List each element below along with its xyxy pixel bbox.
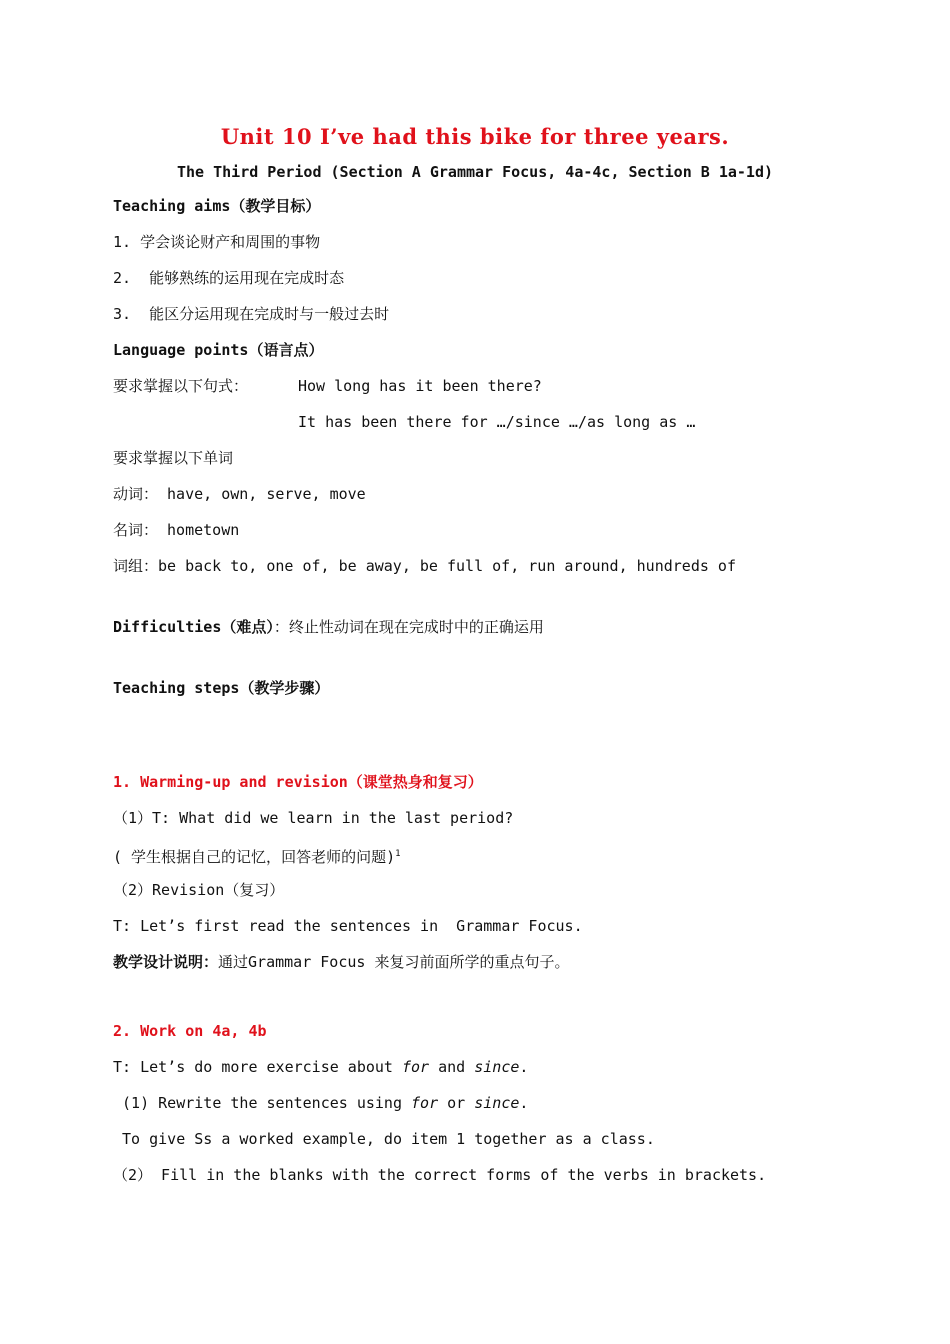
sentence-2: It has been there for …/since …/as long as … xyxy=(298,413,696,431)
step2-item1-end: . xyxy=(519,1094,529,1112)
phrases-line: 词组：be back to, one of, be away, be full of, run around, hundreds of xyxy=(113,557,736,575)
step2-item1-or: or xyxy=(438,1094,475,1112)
step1-revision-text: T: Let’s first read the sentences in Grammar Focus. xyxy=(113,917,583,935)
aim-item-3: 3. 能区分运用现在完成时与一般过去时 xyxy=(113,305,390,323)
step2-intro-end: . xyxy=(519,1058,529,1076)
difficulties-text: ：终止性动词在现在完成时中的正确运用 xyxy=(273,618,544,636)
step2-example: To give Ss a worked example, do item 1 together as a class. xyxy=(113,1130,655,1148)
step2-intro xyxy=(113,1057,528,1077)
words-label: 要求掌握以下单词 xyxy=(113,449,234,467)
step2-intro-since: since xyxy=(474,1058,520,1076)
design-note-text: 通过Grammar Focus 来复习前面所学的重点句子。 xyxy=(218,953,570,971)
sentence-label: 要求掌握以下句式： xyxy=(113,377,249,395)
difficulties-line xyxy=(113,617,544,637)
step1-question: （1）T: What did we learn in the last period? xyxy=(113,809,514,827)
footnote-marker: 1 xyxy=(395,849,401,859)
aim-item-2: 2. 能够熟练的运用现在完成时态 xyxy=(113,269,345,287)
step1-heading: 1. Warming-up and revision（课堂热身和复习） xyxy=(113,773,483,791)
nouns-line: 名词： hometown xyxy=(113,521,240,539)
step2-intro-text: T: Let’s do more exercise about xyxy=(113,1058,402,1076)
step2-item1-for: for xyxy=(411,1094,439,1112)
step2-heading: 2. Work on 4a, 4b xyxy=(113,1022,267,1040)
teaching-steps-heading: Teaching steps（教学步骤） xyxy=(113,679,330,697)
document-subtitle: The Third Period (Section A Grammar Focus, 4a-4c, Section B 1a-1d) xyxy=(176,163,774,181)
verbs-line: 动词： have, own, serve, move xyxy=(113,485,366,503)
sentence-1: How long has it been there? xyxy=(298,377,542,395)
teaching-aims-heading: Teaching aims（教学目标） xyxy=(113,197,321,215)
step2-item-2: （2） Fill in the blanks with the correct forms of the verbs in brackets. xyxy=(113,1166,767,1184)
step2-intro-and: and xyxy=(429,1058,475,1076)
design-note xyxy=(113,952,569,972)
step1-note xyxy=(113,844,401,867)
step1-note-text: ( 学生根据自己的记忆，回答老师的问题) xyxy=(113,848,396,866)
step2-intro-for: for xyxy=(401,1058,430,1076)
language-points-heading: Language points（语言点） xyxy=(113,341,324,359)
difficulties-label: Difficulties（难点） xyxy=(113,618,274,636)
document-title: Unit 10 I’ve had this bike for three years. xyxy=(220,124,730,149)
step2-item1-since: since xyxy=(474,1094,520,1112)
step2-item1-text: (1) Rewrite the sentences using xyxy=(113,1094,412,1112)
step1-revision: （2）Revision（复习） xyxy=(113,881,285,899)
aim-item-1: 1. 学会谈论财产和周围的事物 xyxy=(113,233,321,251)
step2-item-1 xyxy=(113,1093,528,1113)
design-note-label: 教学设计说明： xyxy=(113,953,219,971)
